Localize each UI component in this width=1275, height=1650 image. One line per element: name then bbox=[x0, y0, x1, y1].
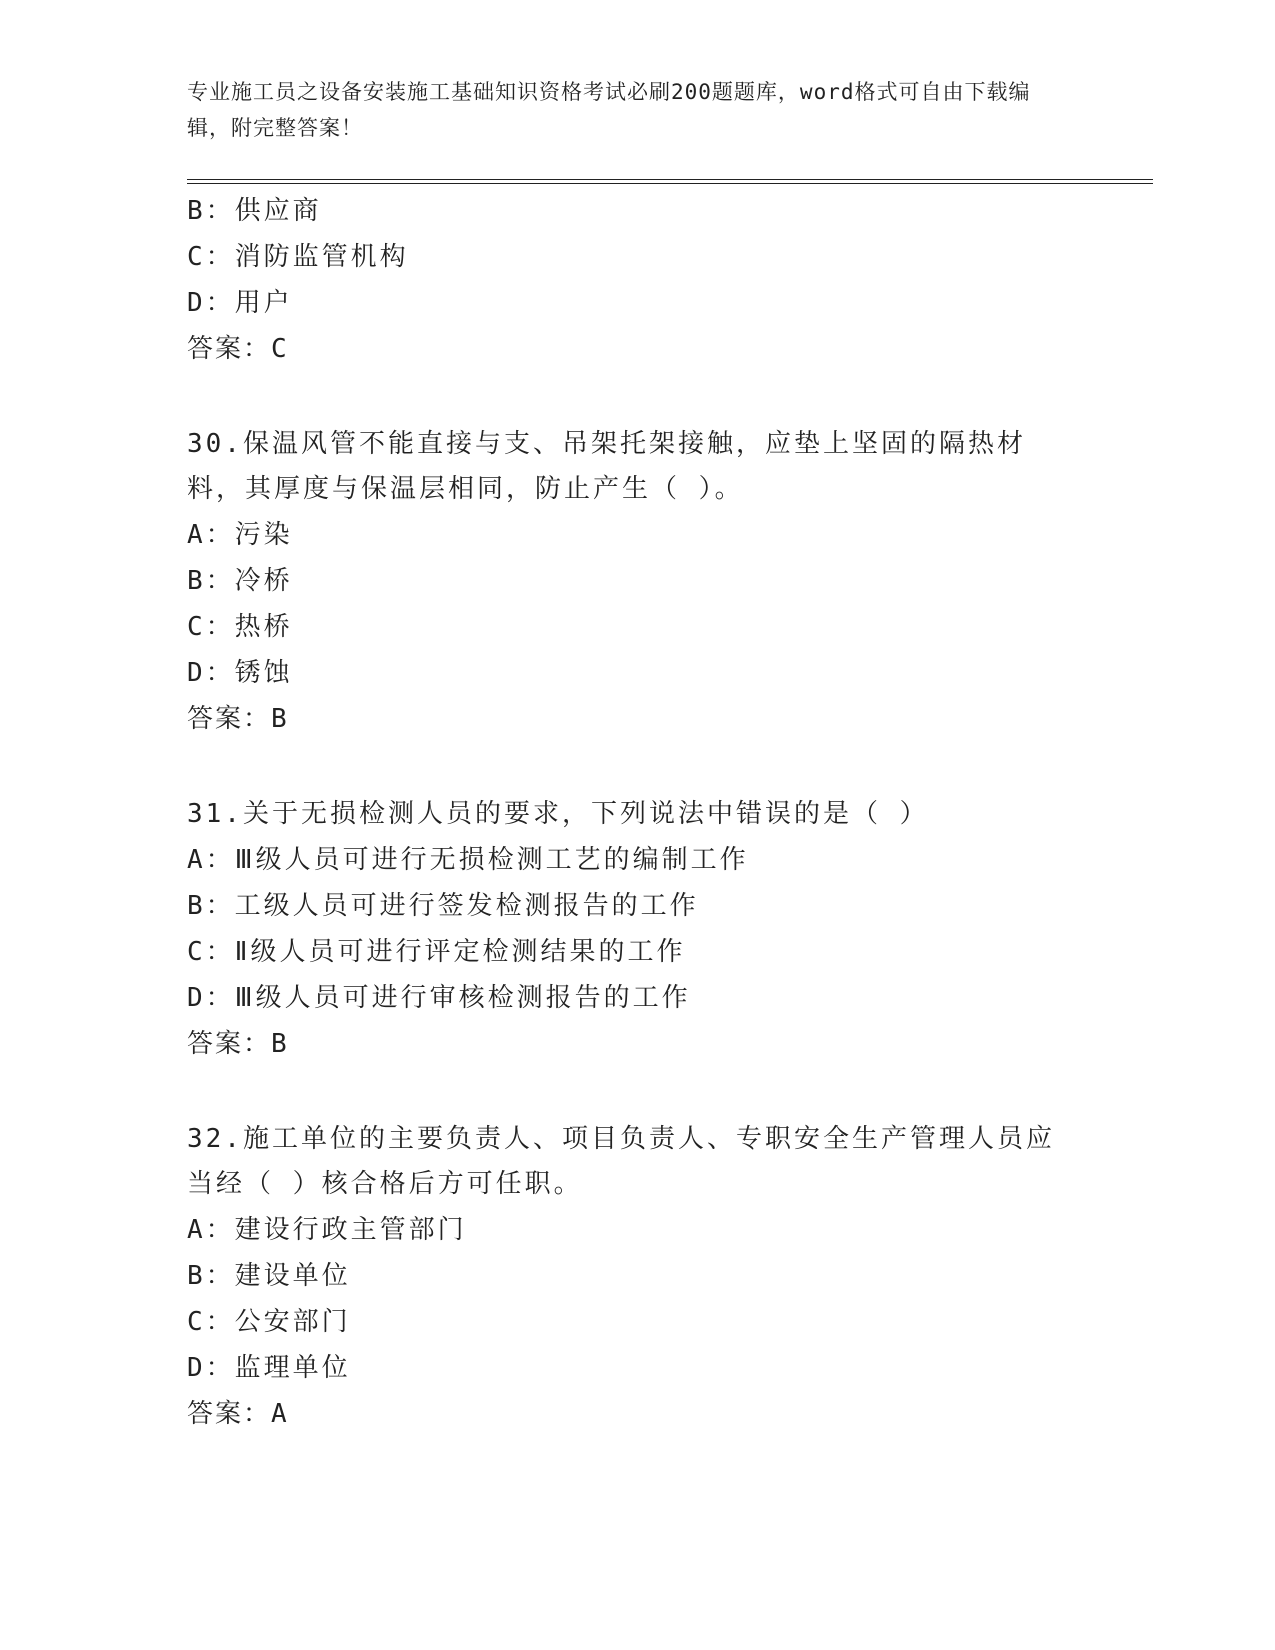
header-rule-top bbox=[187, 179, 1153, 180]
answer: 答案：B bbox=[187, 1029, 289, 1059]
option-b: B：建设单位 bbox=[187, 1261, 351, 1291]
question-31 bbox=[187, 792, 1087, 1067]
question-32 bbox=[187, 1117, 1087, 1437]
option-c: C：公安部门 bbox=[187, 1307, 351, 1337]
question-30 bbox=[187, 422, 1087, 742]
question-stem: 30.保温风管不能直接与支、吊架托架接触，应垫上坚固的隔热材料，其厚度与保温层相同，防止产生（ ）。 bbox=[187, 429, 1026, 504]
option-b: B：供应商 bbox=[187, 196, 322, 226]
option-c: C：消防监管机构 bbox=[187, 242, 409, 272]
answer: 答案：C bbox=[187, 334, 289, 364]
question-29-tail bbox=[187, 188, 1087, 372]
option-a: A：建设行政主管部门 bbox=[187, 1215, 467, 1245]
document-header: 专业施工员之设备安装施工基础知识资格考试必刷200题题库，word格式可自由下载编辑，附完整答案！ bbox=[187, 80, 1031, 140]
option-c: C：Ⅱ级人员可进行评定检测结果的工作 bbox=[187, 937, 686, 967]
option-a: A：Ⅲ级人员可进行无损检测工艺的编制工作 bbox=[187, 845, 749, 875]
header-rule-bottom bbox=[187, 183, 1153, 184]
option-b: B：冷桥 bbox=[187, 566, 293, 596]
answer: 答案：A bbox=[187, 1399, 289, 1429]
question-list bbox=[187, 188, 1087, 1437]
question-stem: 32.施工单位的主要负责人、项目负责人、专职安全生产管理人员应当经（ ）核合格后方可任职。 bbox=[187, 1124, 1055, 1199]
option-b: B：工级人员可进行签发检测报告的工作 bbox=[187, 891, 699, 921]
answer: 答案：B bbox=[187, 704, 289, 734]
option-d: D：锈蚀 bbox=[187, 658, 293, 688]
option-d: D：用户 bbox=[187, 288, 293, 318]
option-c: C：热桥 bbox=[187, 612, 293, 642]
option-d: D：Ⅲ级人员可进行审核检测报告的工作 bbox=[187, 983, 691, 1013]
question-stem: 31.关于无损检测人员的要求，下列说法中错误的是（ ） bbox=[187, 799, 929, 829]
option-d: D：监理单位 bbox=[187, 1353, 351, 1383]
option-a: A：污染 bbox=[187, 520, 293, 550]
